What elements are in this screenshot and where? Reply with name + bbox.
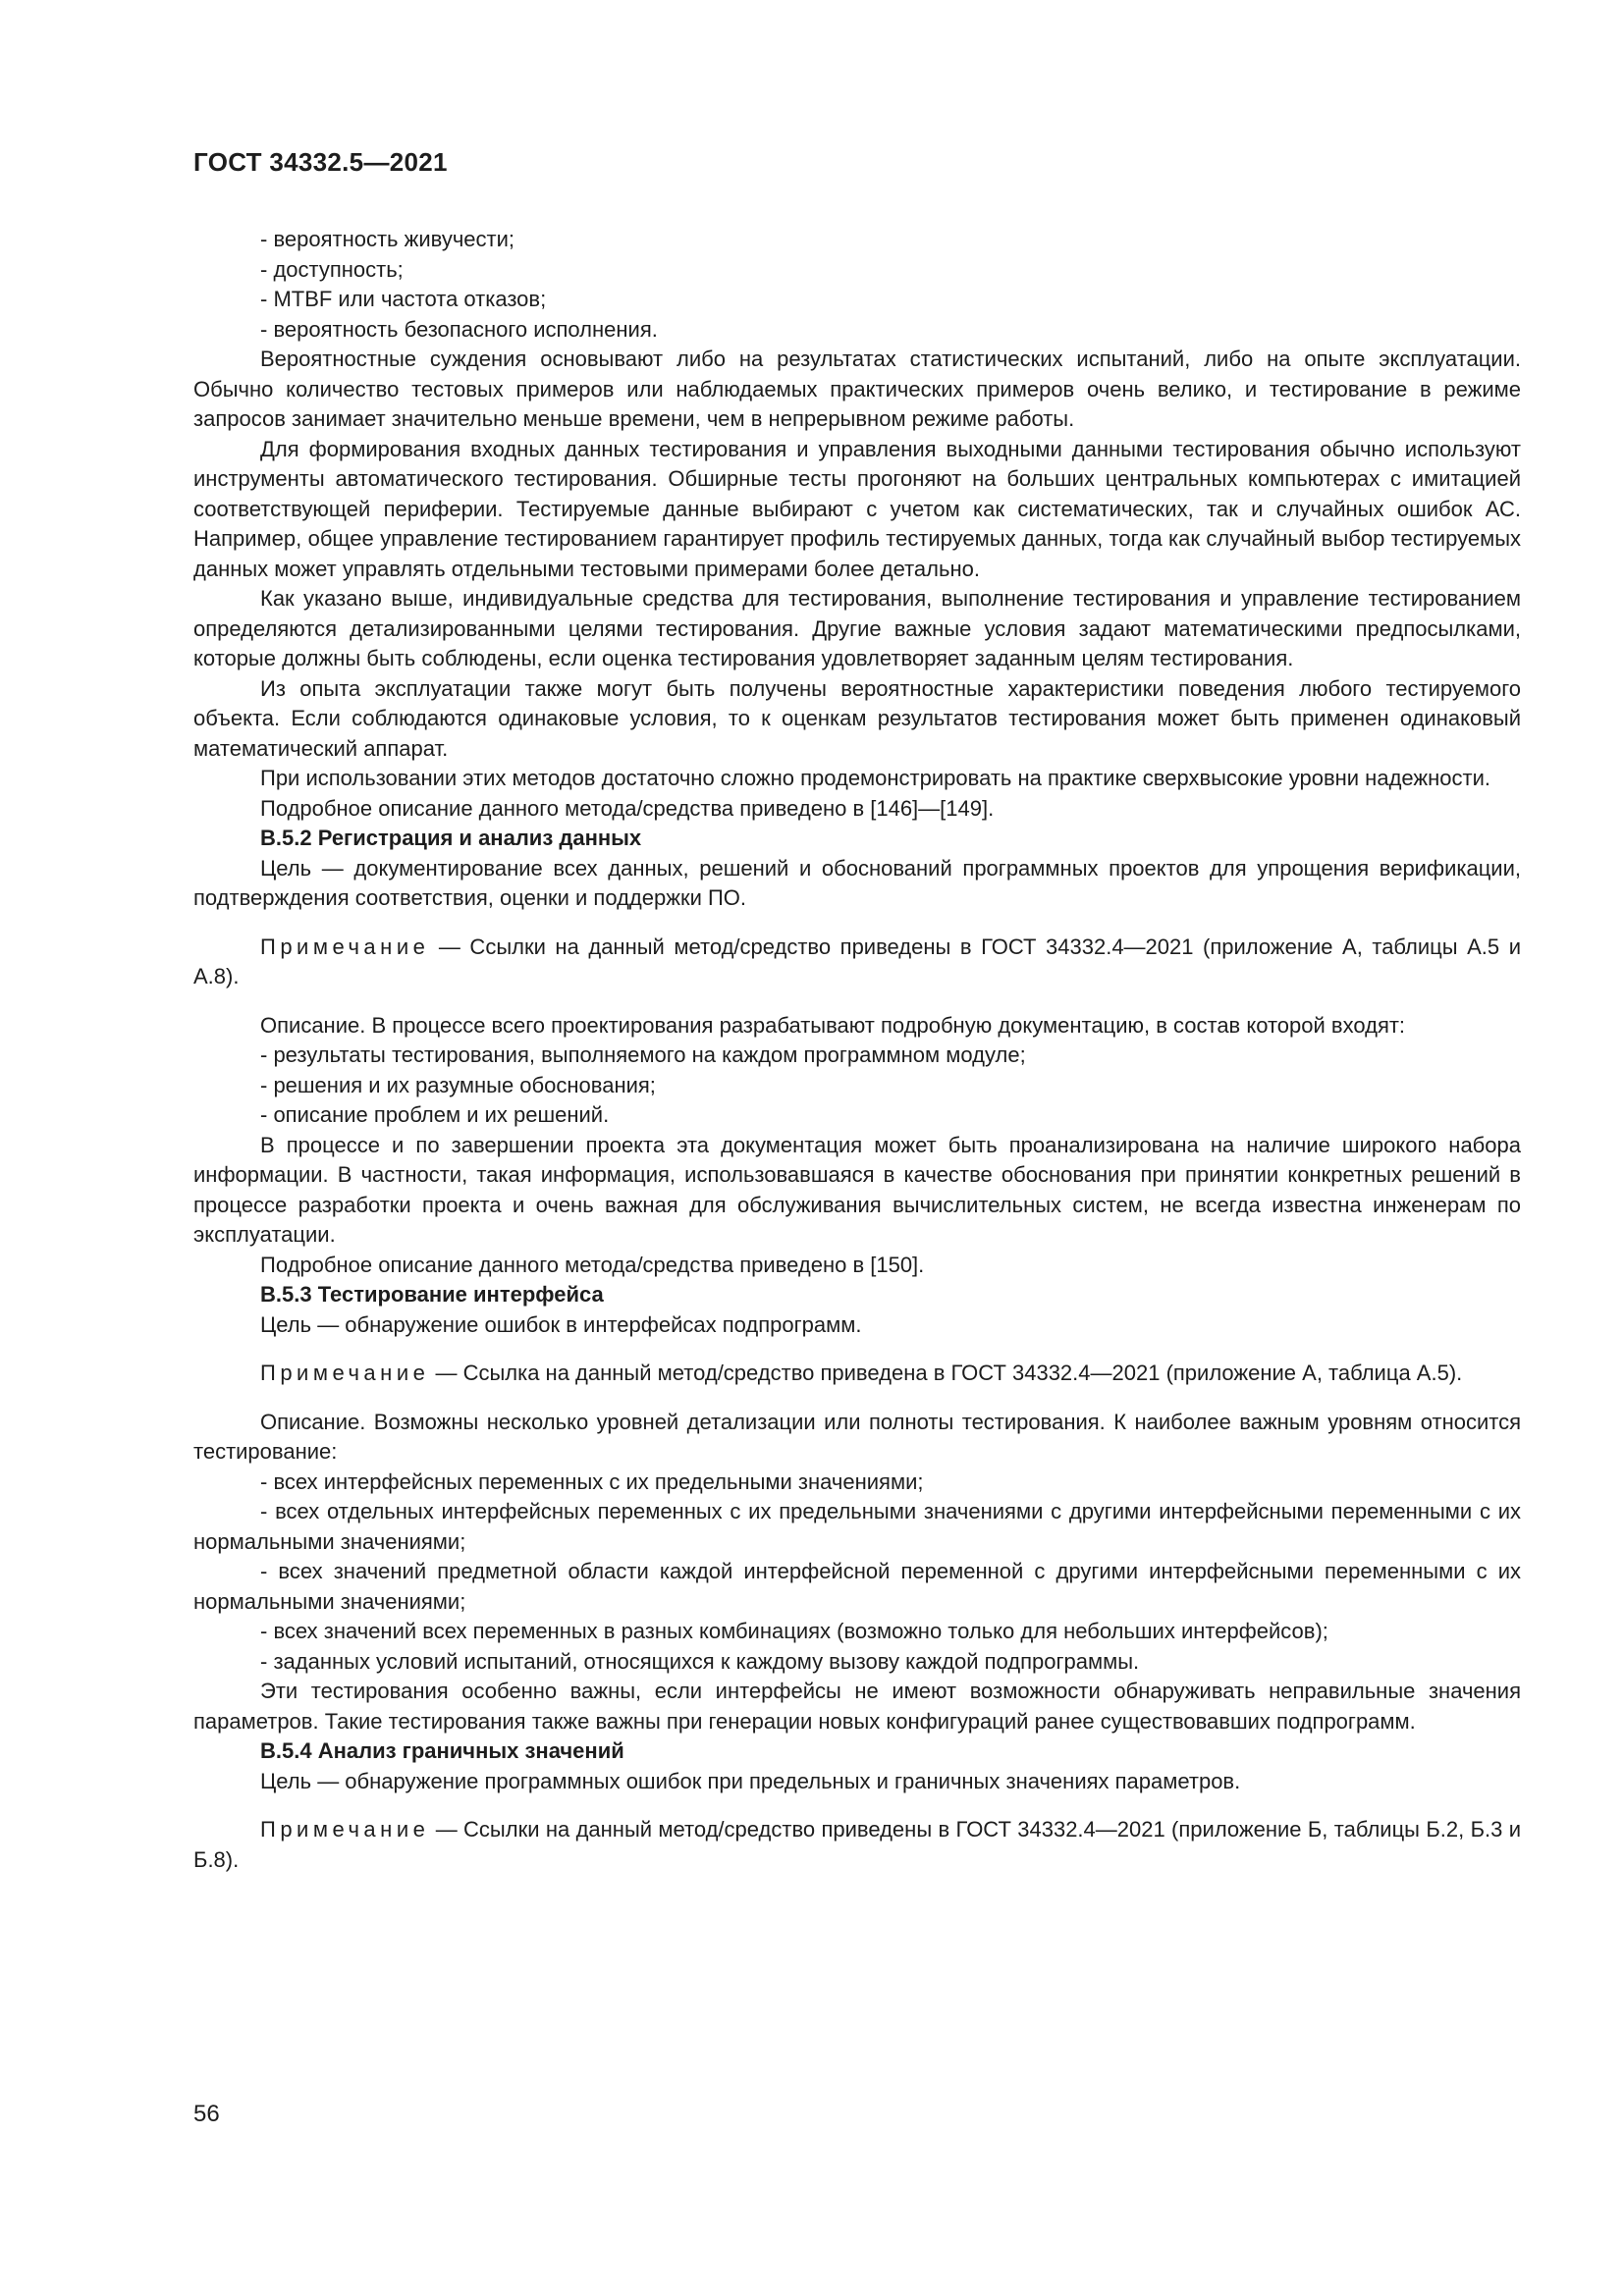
list-item: - описание проблем и их решений.: [260, 1102, 610, 1127]
list-item: - доступность;: [260, 256, 404, 282]
note-label: Примечание: [260, 1361, 430, 1385]
section-heading: В.5.3 Тестирование интерфейса: [260, 1282, 604, 1307]
list-item: - MTBF или частота отказов;: [260, 287, 547, 311]
section-heading: В.5.2 Регистрация и анализ данных: [260, 826, 642, 850]
list-item: - всех значений предметной области каждой интерфейсной переменной с другими интерфейсными переменными с их нормальными значениями;: [193, 1559, 1521, 1614]
body-paragraph: В процессе и по завершении проекта эта документация может быть проанализирована на наличие широкого набора информации. В частности, такая информация, использовавшаяся в качестве обоснования при принятии конкретных решений в процессе разработки проекта и очень важная для обслуживания вычислительных систем, не всегда известна инженерам по эксплуатации.: [193, 1132, 1521, 1247]
list-item: - результаты тестирования, выполняемого на каждом программном модуле;: [260, 1042, 1026, 1067]
list-item: - решения и их разумные обоснования;: [260, 1072, 656, 1097]
list-item: - вероятность безопасного исполнения.: [260, 316, 658, 342]
note-paragraph: [193, 933, 1521, 992]
list-item: - всех интерфейсных переменных с их предельными значениями;: [260, 1468, 924, 1494]
note-paragraph: [193, 1815, 1521, 1875]
body-paragraph: Для формирования входных данных тестирования и управления выходными данными тестирования обычно используют инструменты автоматического тестирования. Обширные тесты прогоняют на больших центральных компьютерах с имитацией соответствующей периферии. Тестируемые данные выбирают с учетом как систематических, так и случайных ошибок АС. Например, общее управление тестированием гарантирует профиль тестируемых данных, тогда как случайный выбор тестируемых данных может управлять отдельными тестовыми примерами более детально.: [193, 436, 1521, 581]
body-paragraph: Как указано выше, индивидуальные средства для тестирования, выполнение тестирования и управление тестированием определяются детализированными целями тестирования. Другие важные условия задают математическими предпосылками, которые должны быть соблюдены, если оценка тестирования удовлетворяет заданным целям тестирования.: [193, 586, 1521, 670]
list-item: - заданных условий испытаний, относящихся к каждому вызову каждой подпрограммы.: [260, 1648, 1140, 1674]
note-text: — Ссылки на данный метод/средство приведены в ГОСТ 34332.4—2021 (приложение Б, таблицы Б.2, Б.3 и Б.8).: [193, 1817, 1521, 1872]
note-text: — Ссылки на данный метод/средство приведены в ГОСТ 34332.4—2021 (приложение А, таблицы А.5 и А.8).: [193, 934, 1521, 988]
body-paragraph: Цель — обнаружение программных ошибок при предельных и граничных значениях параметров.: [260, 1768, 1241, 1793]
note-label: Примечание: [260, 1817, 430, 1842]
section-heading: В.5.4 Анализ граничных значений: [260, 1738, 624, 1763]
body-paragraph: Из опыта эксплуатации также могут быть получены вероятностные характеристики поведения любого тестируемого объекта. Если соблюдаются одинаковые условия, то к оценкам результатов тестирования может быть применен одинаковый математический аппарат.: [193, 675, 1521, 761]
note-text: — Ссылка на данный метод/средство приведена в ГОСТ 34332.4—2021 (приложение А, таблица А.5).: [429, 1361, 1463, 1385]
body-paragraph: Подробное описание данного метода/средства приведено в [150].: [260, 1252, 925, 1277]
list-item: - всех отдельных интерфейсных переменных с их предельными значениями с другими интерфейсными переменными с их нормальными значениями;: [193, 1499, 1521, 1554]
body-paragraph: При использовании этих методов достаточно сложно продемонстрировать на практике сверхвысокие уровни надежности.: [260, 766, 1490, 790]
note-paragraph: [193, 1359, 1521, 1389]
document-body: [193, 225, 1521, 1894]
document-header: ГОСТ 34332.5—2021: [193, 147, 448, 177]
body-paragraph: Описание. Возможны несколько уровней детализации или полноты тестирования. К наиболее важным уровням относится тестирование:: [193, 1409, 1521, 1464]
body-paragraph: Подробное описание данного метода/средства приведено в [146]—[149].: [260, 795, 995, 821]
body-paragraph: Эти тестирования особенно важны, если интерфейсы не имеют возможности обнаруживать неправильные значения параметров. Такие тестирования также важны при генерации новых конфигураций ранее существовавших подпрограмм.: [193, 1679, 1521, 1734]
body-paragraph: Вероятностные суждения основывают либо на результатах статистических испытаний, либо на опыте эксплуатации. Обычно количество тестовых примеров или наблюдаемых практических примеров очень велико, и тестирование в режиме запросов занимает значительно меньше времени, чем в непрерывном режиме работы.: [193, 347, 1521, 431]
body-paragraph: Описание. В процессе всего проектирования разрабатывают подробную документацию, в состав которой входят:: [260, 1012, 1406, 1038]
list-item: - всех значений всех переменных в разных комбинациях (возможно только для небольших интерфейсов);: [260, 1619, 1328, 1643]
body-paragraph: Цель — обнаружение ошибок в интерфейсах подпрограмм.: [260, 1311, 862, 1337]
body-paragraph: Цель — документирование всех данных, решений и обоснований программных проектов для упрощения верификации, подтверждения соответствия, оценки и поддержки ПО.: [193, 855, 1521, 910]
list-item: - вероятность живучести;: [260, 227, 514, 251]
page-number: 56: [193, 2101, 220, 2127]
note-label: Примечание: [260, 934, 430, 959]
